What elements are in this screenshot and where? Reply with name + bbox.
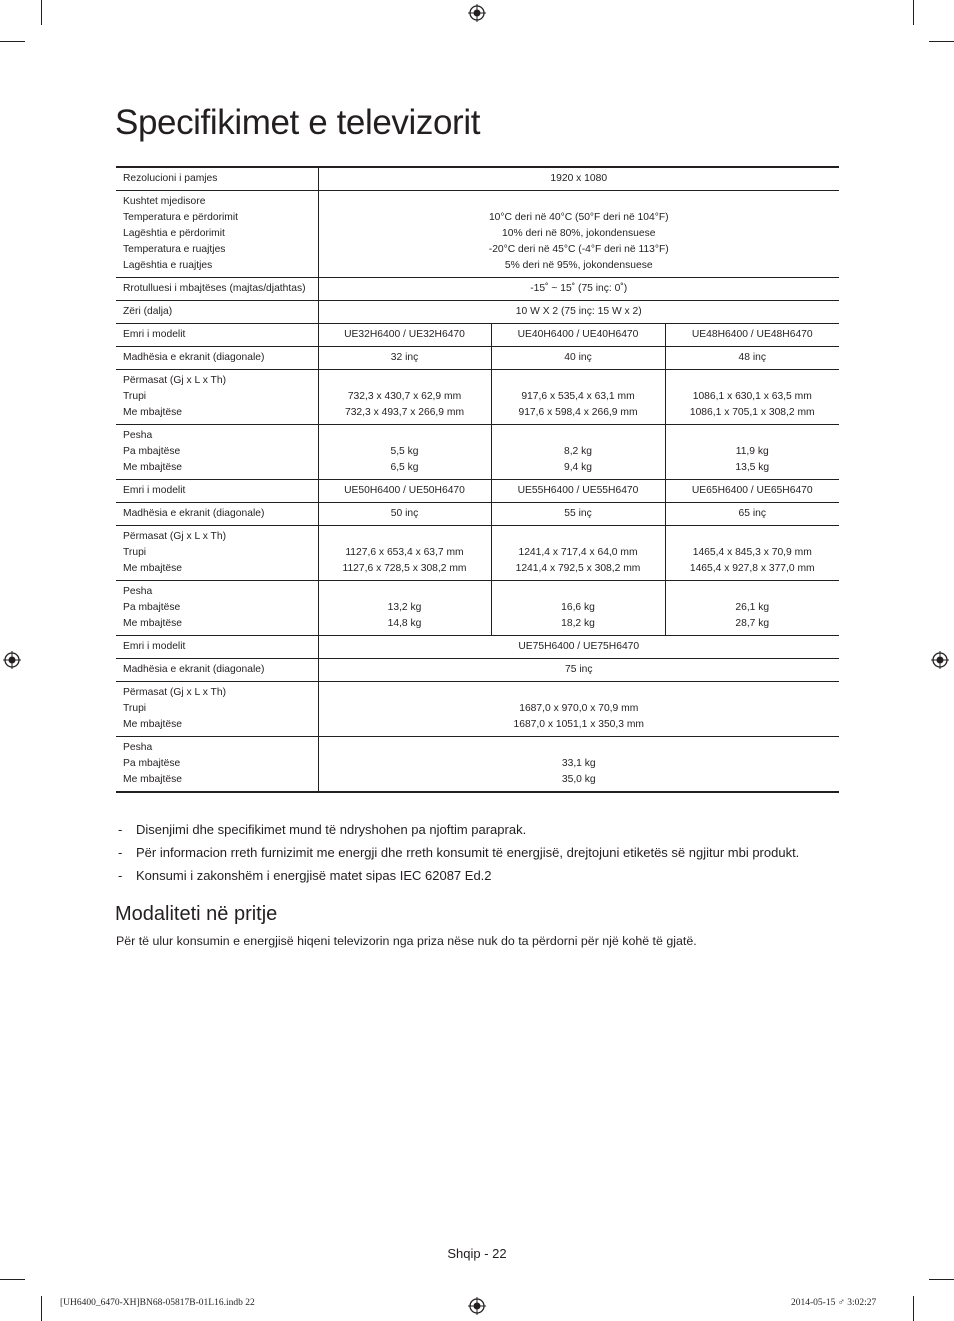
- spec-value: [318, 167, 839, 191]
- spec-value-line: -20°C deri në 45°C (-4°F deri në 113°F): [488, 244, 669, 255]
- spec-value: [318, 581, 491, 636]
- spec-label-line: Lagështia e ruajtjes: [123, 260, 213, 271]
- spec-row: [116, 278, 839, 301]
- spec-value: [665, 425, 839, 480]
- spec-label-line: Trupi: [123, 703, 147, 714]
- spec-value-line: 1920 x 1080: [550, 173, 608, 184]
- spec-value: [318, 480, 491, 503]
- spec-value-line: 9,4 kg: [563, 462, 593, 473]
- registration-mark-icon: [3, 651, 21, 669]
- spec-row: [116, 324, 839, 347]
- page-title: Specifikimet e televizorit: [115, 103, 481, 142]
- crop-mark: [0, 41, 25, 42]
- spec-row: [116, 480, 839, 503]
- spec-value-line: 14,8 kg: [387, 618, 422, 629]
- spec-value-line: 33,1 kg: [561, 758, 596, 769]
- spec-value-line: 1086,1 x 630,1 x 63,5 mm: [692, 391, 812, 402]
- spec-label-line: Pesha: [123, 742, 153, 753]
- spec-value: [318, 659, 839, 682]
- spec-label-line: Rrotulluesi i mbajtëses (majtas/djathtas): [123, 283, 306, 294]
- spec-row: [116, 191, 839, 278]
- crop-mark: [913, 0, 914, 25]
- spec-label-line: Me mbajtëse: [123, 618, 182, 629]
- spec-value: [318, 370, 491, 425]
- spec-value-line: 1127,6 x 728,5 x 308,2 mm: [342, 563, 467, 574]
- spec-label: [116, 191, 318, 278]
- spec-value-line: 1241,4 x 792,5 x 308,2 mm: [515, 563, 641, 574]
- spec-value: [318, 425, 491, 480]
- spec-label: [116, 301, 318, 324]
- note-dash: -: [118, 822, 123, 837]
- spec-label-line: Me mbajtëse: [123, 407, 182, 418]
- spec-value-line: UE65H6400 / UE65H6470: [691, 485, 813, 496]
- spec-row: [116, 167, 839, 191]
- page-number: Shqip - 22: [447, 1246, 507, 1261]
- spec-label: [116, 167, 318, 191]
- spec-label: [116, 425, 318, 480]
- spec-value-line: UE75H6400 / UE75H6470: [518, 641, 640, 652]
- spec-value-line: 13,5 kg: [735, 462, 770, 473]
- section-title: Modaliteti në pritje: [115, 903, 278, 925]
- note-dash: -: [118, 845, 123, 860]
- crop-mark: [913, 1296, 914, 1321]
- spec-label: [116, 324, 318, 347]
- spec-label-line: Pa mbajtëse: [123, 446, 181, 457]
- spec-value: [318, 191, 839, 278]
- spec-label-line: Me mbajtëse: [123, 719, 182, 730]
- spec-label: [116, 581, 318, 636]
- spec-label-line: Pesha: [123, 430, 153, 441]
- spec-row: [116, 526, 839, 581]
- spec-row: [116, 636, 839, 659]
- spec-label-line: Zëri (dalja): [123, 306, 173, 317]
- spec-label-line: Temperatura e ruajtjes: [123, 244, 226, 255]
- spec-label-line: Rezolucioni i pamjes: [123, 173, 218, 184]
- spec-label-line: Madhësia e ekranit (diagonale): [123, 664, 265, 675]
- spec-label-line: Kushtet mjedisore: [123, 196, 206, 207]
- spec-value: [491, 324, 665, 347]
- section-text: Për të ulur konsumin e energjisë hiqeni televizorin nga priza nëse nuk do ta përdorni për një kohë të gjatë.: [116, 934, 697, 948]
- spec-value-line: 10°C deri në 40°C (50°F deri në 104°F): [488, 212, 669, 223]
- spec-label-line: Me mbajtëse: [123, 462, 182, 473]
- spec-value-line: 65 inç: [738, 508, 766, 519]
- spec-row: [116, 581, 839, 636]
- spec-value-line: 10% deri në 80%, jokondensuese: [502, 228, 656, 239]
- spec-value-line: 10 W X 2 (75 inç: 15 W x 2): [515, 306, 642, 317]
- spec-value-line: 1127,6 x 653,4 x 63,7 mm: [345, 547, 464, 558]
- note-text: Konsumi i zakonshëm i energjisë matet sipas IEC 62087 Ed.2: [136, 868, 492, 883]
- spec-label: [116, 480, 318, 503]
- note-item: [118, 841, 799, 864]
- spec-value-line: 1465,4 x 927,8 x 377,0 mm: [689, 563, 815, 574]
- spec-value: [491, 503, 665, 526]
- spec-value: [491, 581, 665, 636]
- registration-mark-icon: [931, 651, 949, 669]
- spec-label-line: Pa mbajtëse: [123, 758, 181, 769]
- spec-label-line: Me mbajtëse: [123, 774, 182, 785]
- spec-row: [116, 737, 839, 793]
- spec-value: [318, 526, 491, 581]
- note-dash: -: [118, 868, 123, 883]
- spec-value-line: UE55H6400 / UE55H6470: [517, 485, 639, 496]
- spec-value-line: 26,1 kg: [735, 602, 770, 613]
- registration-mark-icon: [468, 1297, 486, 1315]
- spec-value: [665, 503, 839, 526]
- spec-value-line: UE48H6400 / UE48H6470: [691, 329, 813, 340]
- spec-value-line: 16,6 kg: [561, 602, 595, 613]
- spec-value-line: 48 inç: [738, 352, 766, 363]
- spec-value-line: 1465,4 x 845,3 x 70,9 mm: [692, 547, 812, 558]
- spec-value-line: 40 inç: [564, 352, 592, 363]
- spec-label: [116, 370, 318, 425]
- spec-label-line: Përmasat (Gj x L x Th): [123, 687, 226, 698]
- spec-value-line: 75 inç: [565, 664, 593, 675]
- spec-value-line: 917,6 x 598,4 x 266,9 mm: [518, 407, 638, 418]
- note-text: Disenjimi dhe specifikimet mund të ndryshohen pa njoftim paraprak.: [136, 822, 527, 837]
- spec-value-line: 28,7 kg: [735, 618, 770, 629]
- spec-value: [491, 347, 665, 370]
- spec-value-line: 917,6 x 535,4 x 63,1 mm: [521, 391, 635, 402]
- spec-table-body: [116, 167, 839, 792]
- spec-value-line: 1687,0 x 1051,1 x 350,3 mm: [513, 719, 644, 730]
- spec-value: [491, 425, 665, 480]
- spec-value: [491, 526, 665, 581]
- spec-value-line: 8,2 kg: [563, 446, 593, 457]
- spec-value-line: -15˚ ~ 15˚ (75 inç: 0˚): [530, 283, 628, 294]
- spec-row: [116, 503, 839, 526]
- spec-value-line: 55 inç: [564, 508, 592, 519]
- spec-value: [318, 278, 839, 301]
- spec-value: [318, 301, 839, 324]
- spec-label: [116, 278, 318, 301]
- spec-value-line: 50 inç: [390, 508, 419, 519]
- crop-mark: [929, 1279, 954, 1280]
- spec-row: [116, 347, 839, 370]
- spec-label-line: Madhësia e ekranit (diagonale): [123, 352, 265, 363]
- spec-value: [665, 324, 839, 347]
- spec-value: [318, 682, 839, 737]
- spec-value: [318, 347, 491, 370]
- spec-value-line: UE50H6400 / UE50H6470: [344, 485, 465, 496]
- spec-row: [116, 682, 839, 737]
- spec-value-line: 5,5 kg: [390, 446, 419, 457]
- spec-label: [116, 347, 318, 370]
- spec-label-line: Emri i modelit: [123, 329, 186, 340]
- spec-value: [665, 480, 839, 503]
- spec-value: [665, 347, 839, 370]
- spec-value-line: UE40H6400 / UE40H6470: [517, 329, 639, 340]
- spec-label-line: Temperatura e përdorimit: [123, 212, 239, 223]
- spec-label-line: Përmasat (Gj x L x Th): [123, 531, 226, 542]
- spec-label-line: Trupi: [123, 391, 147, 402]
- crop-mark: [929, 41, 954, 42]
- spec-value-line: UE32H6400 / UE32H6470: [344, 329, 465, 340]
- note-text: Për informacion rreth furnizimit me energji dhe rreth konsumit të energjisë, drejtojuni etiketës së ngjitur mbi produkt.: [136, 845, 800, 860]
- spec-value: [491, 370, 665, 425]
- spec-value-line: 32 inç: [390, 352, 419, 363]
- spec-value-line: 1241,4 x 717,4 x 64,0 mm: [518, 547, 638, 558]
- crop-mark: [0, 1279, 25, 1280]
- spec-value: [318, 737, 839, 793]
- spec-label-line: Përmasat (Gj x L x Th): [123, 375, 226, 386]
- spec-label-line: Lagështia e përdorimit: [123, 228, 225, 239]
- note-item: [118, 818, 799, 841]
- spec-row: [116, 659, 839, 682]
- spec-value-line: 732,3 x 493,7 x 266,9 mm: [344, 407, 465, 418]
- spec-label-line: Emri i modelit: [123, 641, 186, 652]
- registration-mark-icon: [468, 4, 486, 22]
- spec-label: [116, 737, 318, 793]
- spec-label-line: Trupi: [123, 547, 147, 558]
- spec-value-line: 18,2 kg: [561, 618, 595, 629]
- spec-label: [116, 526, 318, 581]
- spec-value-line: 5% deri në 95%, jokondensuese: [504, 260, 653, 271]
- spec-label-line: Me mbajtëse: [123, 563, 182, 574]
- spec-label: [116, 636, 318, 659]
- note-item: [118, 864, 799, 887]
- spec-value-line: 13,2 kg: [387, 602, 422, 613]
- spec-value-line: 732,3 x 430,7 x 62,9 mm: [347, 391, 462, 402]
- spec-value: [318, 324, 491, 347]
- spec-label-line: Emri i modelit: [123, 485, 186, 496]
- spec-label: [116, 659, 318, 682]
- spec-value: [665, 581, 839, 636]
- spec-value-line: 6,5 kg: [390, 462, 419, 473]
- crop-mark: [41, 1296, 42, 1321]
- spec-value: [665, 526, 839, 581]
- spec-label-line: Pa mbajtëse: [123, 602, 181, 613]
- spec-label: [116, 682, 318, 737]
- spec-value-line: 35,0 kg: [561, 774, 596, 785]
- spec-row: [116, 301, 839, 324]
- footer-date: 2014-05-15 ♂ 3:02:27: [791, 1298, 877, 1308]
- spec-label-line: Madhësia e ekranit (diagonale): [123, 508, 265, 519]
- spec-value-line: 11,9 kg: [735, 446, 769, 457]
- spec-value-line: 1086,1 x 705,1 x 308,2 mm: [689, 407, 815, 418]
- spec-label: [116, 503, 318, 526]
- footer-file: [UH6400_6470-XH]BN68-05817B-01L16.indb 22: [60, 1298, 255, 1308]
- notes-list: [118, 818, 799, 887]
- spec-value: [318, 503, 491, 526]
- crop-mark: [41, 0, 42, 25]
- spec-value-line: 1687,0 x 970,0 x 70,9 mm: [519, 703, 639, 714]
- spec-table: [116, 166, 839, 793]
- spec-value: [665, 370, 839, 425]
- spec-value: [318, 636, 839, 659]
- spec-value: [491, 480, 665, 503]
- spec-row: [116, 370, 839, 425]
- spec-row: [116, 425, 839, 480]
- spec-label-line: Pesha: [123, 586, 153, 597]
